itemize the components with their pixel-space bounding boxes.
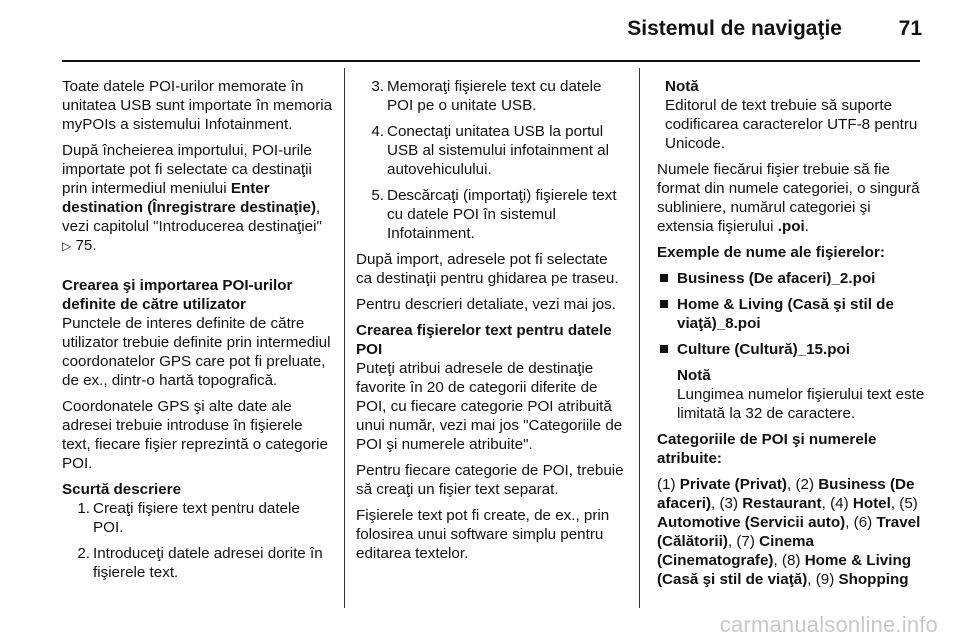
file-extension: .poi	[777, 218, 805, 235]
watermark: carmanualsonline.info	[719, 612, 938, 637]
example-filename: Culture (Cultură)_15.poi	[677, 341, 850, 358]
column-divider-1	[344, 68, 345, 608]
square-bullet-icon	[660, 274, 668, 282]
category-number: (2)	[795, 476, 819, 493]
note-text: Lungimea numelor fişierului text este limitată la 32 de caractere.	[677, 386, 925, 422]
steps-list	[70, 499, 334, 582]
step-text: Memoraţi fişierele text cu datele POI pe o unitate USB.	[387, 78, 602, 114]
step-text: Descărcaţi (importaţi) fişierele text cu datele POI în sistemul Infotainment.	[387, 187, 617, 242]
category-list	[657, 475, 927, 589]
square-bullet-icon	[660, 300, 668, 308]
separator: ,	[711, 495, 720, 512]
paragraph: Pentru descrieri detaliate, vezi mai jos.	[356, 296, 616, 313]
column-divider-2	[639, 68, 640, 608]
examples-list	[657, 269, 927, 359]
list-item	[70, 544, 334, 582]
category-name: Restaurant	[742, 495, 822, 512]
text-run: , vezi capitolul "Introducerea destinaţiei"	[62, 199, 322, 235]
spacer	[62, 263, 334, 276]
category-name: Hotel	[852, 495, 891, 512]
category-number: (6)	[853, 514, 877, 531]
step-text: Creaţi fişiere text pentru datele POI.	[93, 500, 300, 536]
text-run: Numele fiecărui fişier trebuie să fie format din numele categoriei, o singură subliniere, numărul categoriei şi extensia fişierului	[657, 161, 920, 235]
separator: ,	[773, 552, 782, 569]
header-rule	[62, 60, 920, 62]
section-heading: Categoriile de POI şi numerele atribuite:	[657, 431, 877, 467]
paragraph: Punctele de interes definite de către utilizator trebuie definite prin intermediul coordonatelor GPS care pot fi preluate, de ex., dintr-o hartă topografică.	[62, 315, 331, 389]
step-number: 2.	[77, 545, 90, 562]
category-name: Shopping	[838, 571, 909, 588]
category-number: (1)	[657, 476, 680, 493]
paragraph: Coordonatele GPS şi alte date ale adresei trebuie introduse în fişierele text, fiecare fişier reprezintă o categorie POI.	[62, 398, 328, 472]
page-ref: 75.	[75, 237, 97, 254]
list-item	[70, 499, 334, 537]
list-item	[364, 186, 624, 243]
category-name: Automotive (Servicii auto)	[657, 514, 846, 531]
example-filename: Business (De afaceri)_2.poi	[677, 270, 876, 287]
paragraph	[657, 160, 927, 236]
category-number: (9)	[815, 571, 839, 588]
separator: ,	[786, 476, 796, 493]
section-heading: Crearea şi importarea POI-urilor definite de către utilizator	[62, 277, 293, 313]
page-title: Sistemul de navigaţie	[627, 17, 842, 40]
list-item	[657, 340, 927, 359]
text-run: .	[804, 218, 809, 235]
page-ref-icon: ▷	[62, 239, 72, 253]
category-number: (5)	[899, 495, 918, 512]
paragraph: Puteţi atribui adresele de destinaţie favorite în 20 de categorii diferite de POI, cu fiecare categorie POI atribuită unui număr, vezi mai jos "Categoriile de POI şi numerele atribuite".	[356, 360, 623, 453]
page-number: 71	[898, 17, 922, 40]
paragraph	[62, 141, 334, 256]
separator: ,	[845, 514, 854, 531]
square-bullet-icon	[660, 345, 668, 353]
section-heading: Exemple de nume ale fişierelor:	[657, 244, 885, 261]
category-number: (3)	[719, 495, 743, 512]
paragraph: Pentru fiecare categorie de POI, trebuie să creaţi un fişier text separat.	[356, 462, 624, 498]
step-number: 4.	[371, 123, 384, 140]
step-number: 1.	[77, 500, 90, 517]
category-name: Cinema (Cinematografe)	[657, 533, 814, 569]
step-text: Introduceţi datele adresei dorite în fişierele text.	[93, 545, 323, 581]
category-number: (7)	[736, 533, 760, 550]
note-title: Notă	[677, 367, 711, 384]
category-name: Home & Living (Casă şi stil de viaţă)	[657, 552, 912, 588]
note-title: Notă	[665, 78, 699, 95]
list-item	[657, 269, 927, 288]
paragraph: Toate datele POI-urilor memorate în unitatea USB sunt importate în memoria myPOIs a sistemului Infotainment.	[62, 78, 333, 133]
category-number: (4)	[830, 495, 853, 512]
step-number: 5.	[371, 187, 384, 204]
note-text: Editorul de text trebuie să suporte codificarea caracterelor UTF-8 pentru Unicode.	[665, 97, 918, 152]
column-3	[657, 77, 927, 596]
example-filename: Home & Living (Casă şi stil de viaţă)_8.poi	[677, 296, 894, 332]
category-number: (8)	[781, 552, 805, 569]
column-2	[356, 77, 624, 570]
text-run: După încheierea importului, POI-urile importate pot fi selectate ca destinaţii prin intermediul meniului	[62, 142, 312, 197]
list-item	[364, 77, 624, 115]
separator: ,	[890, 495, 900, 512]
separator: ,	[807, 571, 816, 588]
steps-list	[364, 77, 624, 243]
section-heading: Scurtă descriere	[62, 481, 182, 498]
step-text: Conectaţi unitatea USB la portul USB al sistemului infotainment al autovehiculului.	[387, 123, 610, 178]
paragraph: După import, adresele pot fi selectate ca destinaţii pentru ghidarea pe traseu.	[356, 251, 619, 287]
column-1	[62, 77, 334, 589]
page-header	[0, 0, 960, 50]
step-number: 3.	[371, 78, 384, 95]
note-box	[657, 77, 927, 153]
list-item	[364, 122, 624, 179]
category-name: Travel (Călătorii)	[657, 514, 921, 550]
menu-name: Enter destination (Înregistrare destinaţie)	[62, 180, 317, 216]
separator: ,	[821, 495, 831, 512]
paragraph: Fişierele text pot fi create, de ex., prin folosirea unui software simplu pentru editarea textelor.	[356, 507, 610, 562]
section-heading: Crearea fişierelor text pentru datele POI	[356, 322, 612, 358]
list-item	[657, 295, 927, 333]
separator: ,	[727, 533, 737, 550]
category-name: Private (Privat)	[679, 476, 787, 493]
note-box	[657, 366, 927, 423]
category-name: Business (De afaceri)	[657, 476, 915, 512]
